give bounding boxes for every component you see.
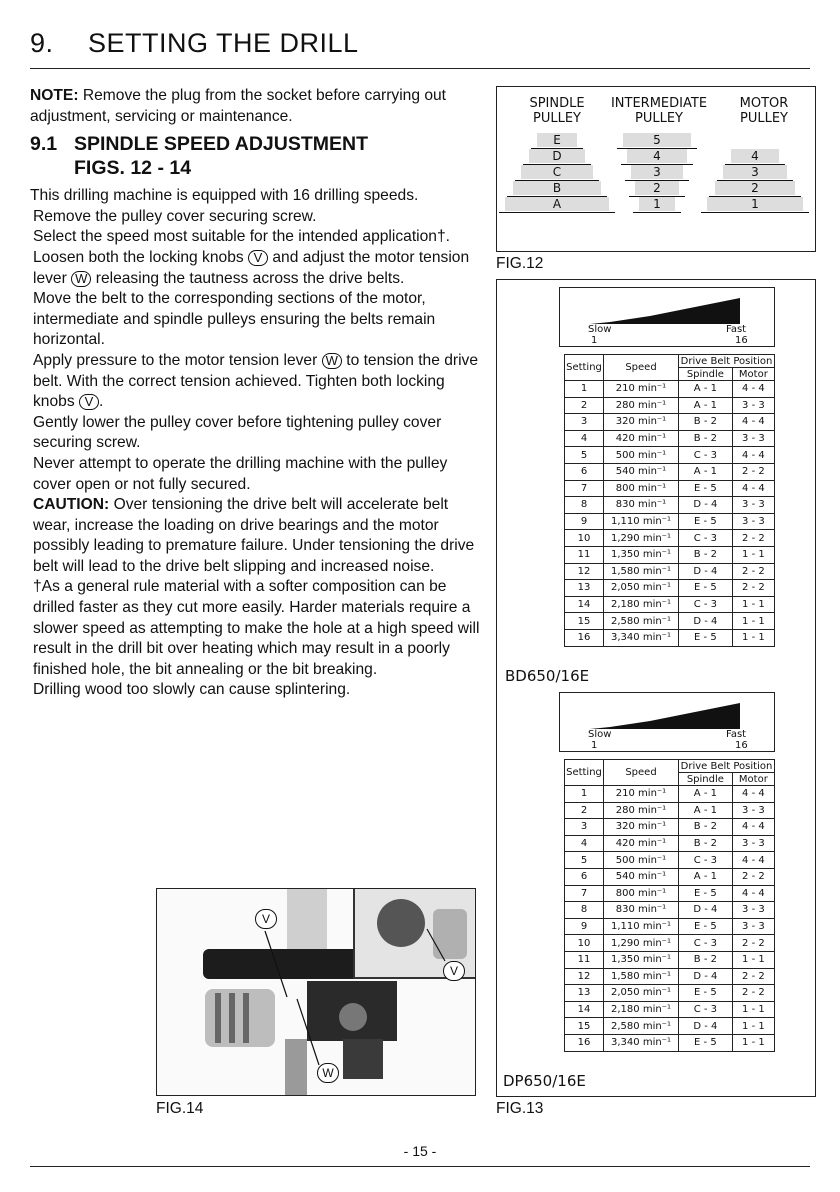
- speed-cell: 2,180 min⁻¹: [604, 1001, 679, 1018]
- paragraph-6-b: to tension the drive belt. With the correct tension achieved. Tighten both locking knobs: [33, 351, 479, 411]
- drill-press-illustration: [157, 889, 475, 1095]
- setting-cell: 14: [565, 596, 604, 613]
- motor-cell: 4 - 4: [732, 885, 774, 902]
- dp-head-speed: Speed: [604, 760, 679, 786]
- bd-speed-table: [564, 354, 775, 647]
- note-paragraph: [30, 86, 480, 127]
- table-row: [565, 463, 775, 480]
- inter-heading-2: PULLEY: [635, 111, 683, 126]
- spindle-cell: D - 4: [679, 1018, 733, 1035]
- paragraph-4-b: and adjust the motor tension lever: [33, 248, 470, 287]
- motor-cell: 2 - 2: [732, 868, 774, 885]
- speed-cell: 1,580 min⁻¹: [604, 968, 679, 985]
- setting-cell: 10: [565, 530, 604, 547]
- bd-fast-label: Fast 16: [726, 324, 748, 346]
- table-row: [565, 885, 775, 902]
- motor-step-4: 4: [731, 149, 779, 163]
- speed-cell: 280 min⁻¹: [604, 802, 679, 819]
- spindle-pulley-heading: [519, 96, 595, 126]
- speed-cell: 2,050 min⁻¹: [604, 580, 679, 597]
- spindle-cell: E - 5: [679, 629, 733, 646]
- table-row: [565, 629, 775, 646]
- motor-cell: 3 - 3: [732, 513, 774, 530]
- paragraph-3: Select the speed most suitable for the intended application†.: [33, 228, 450, 246]
- setting-cell: 6: [565, 463, 604, 480]
- fig14-inset-callout-v: V: [443, 961, 465, 981]
- fig14-callout-v: V: [255, 909, 277, 929]
- motor-cell: 1 - 1: [732, 1018, 774, 1035]
- table-row: [565, 546, 775, 563]
- spindle-cell: D - 4: [679, 613, 733, 630]
- dp-speed-table: [564, 759, 775, 1052]
- spindle-cell: E - 5: [679, 918, 733, 935]
- table-row: [565, 580, 775, 597]
- paragraph-4-a: Loosen both the locking knobs: [33, 248, 249, 266]
- spindle-step-a: A: [505, 197, 609, 211]
- spindle-cell: A - 1: [679, 381, 733, 398]
- table-row: [565, 819, 775, 836]
- spindle-cell: B - 2: [679, 546, 733, 563]
- spindle-cell: A - 1: [679, 868, 733, 885]
- speed-cell: 210 min⁻¹: [604, 381, 679, 398]
- note-text: Remove the plug from the socket before carrying out adjustment, servicing or maintenance.: [30, 87, 447, 125]
- setting-cell: 8: [565, 497, 604, 514]
- motor-cell: 2 - 2: [732, 463, 774, 480]
- dp-fast-label: Fast 16: [726, 729, 748, 751]
- speed-cell: 500 min⁻¹: [604, 447, 679, 464]
- note-label: NOTE:: [30, 87, 79, 104]
- spindle-cell: C - 3: [679, 530, 733, 547]
- paragraph-1: This drilling machine is equipped with 16 drilling speeds.: [30, 187, 419, 205]
- spindle-cell: C - 3: [679, 852, 733, 869]
- motor-cell: 1 - 1: [732, 1034, 774, 1051]
- setting-cell: 10: [565, 935, 604, 952]
- spindle-cell: C - 3: [679, 1001, 733, 1018]
- table-row: [565, 513, 775, 530]
- table-row: [565, 1034, 775, 1051]
- setting-cell: 16: [565, 1034, 604, 1051]
- fig12-label: FIG.12: [496, 255, 544, 272]
- dp-table-body: [565, 786, 775, 1052]
- setting-cell: 2: [565, 802, 604, 819]
- motor-heading-1: MOTOR: [739, 96, 789, 111]
- bd-speed-graph: [559, 287, 775, 347]
- inter-step-2: 2: [635, 181, 679, 195]
- bd-head-speed: Speed: [604, 355, 679, 381]
- subsection-number: 9.1: [30, 133, 58, 156]
- speed-cell: 210 min⁻¹: [604, 786, 679, 803]
- spindle-heading-1: SPINDLE: [529, 96, 585, 111]
- fig14-label: FIG.14: [156, 1100, 204, 1117]
- spindle-step-d: D: [529, 149, 585, 163]
- subsection-heading: [30, 132, 480, 180]
- motor-cell: 4 - 4: [732, 480, 774, 497]
- motor-cell: 1 - 1: [732, 546, 774, 563]
- table-row: [565, 968, 775, 985]
- spindle-step-e: E: [537, 133, 577, 147]
- spindle-step-c: C: [521, 165, 593, 179]
- dp-slow-label: Slow 1: [588, 729, 612, 751]
- table-row: [565, 414, 775, 431]
- paragraph-4-c: releasing the tautness across the drive belts.: [91, 269, 405, 287]
- spindle-cell: E - 5: [679, 480, 733, 497]
- dp-head-setting: Setting: [565, 760, 604, 786]
- callout-w-inline: W: [71, 271, 91, 287]
- setting-cell: 8: [565, 902, 604, 919]
- table-row: [565, 786, 775, 803]
- setting-cell: 4: [565, 430, 604, 447]
- motor-cell: 2 - 2: [732, 985, 774, 1002]
- table-row: [565, 918, 775, 935]
- spindle-cell: C - 3: [679, 596, 733, 613]
- motor-step-2: 2: [715, 181, 795, 195]
- setting-cell: 7: [565, 480, 604, 497]
- caution-text: Over tensioning the drive belt will accelerate belt wear, increase the loading on drive bearings and the motor possibly leading to premature failure. Under tensioning the drive belt will lead to the drive belt slipping and increased noise.: [33, 496, 475, 575]
- motor-cell: 2 - 2: [732, 530, 774, 547]
- callout-v-inline: V: [248, 250, 268, 266]
- motor-cell: 1 - 1: [732, 951, 774, 968]
- motor-cell: 3 - 3: [732, 835, 774, 852]
- setting-cell: 12: [565, 968, 604, 985]
- inter-step-1: 1: [639, 197, 675, 211]
- header-rule: [30, 68, 810, 69]
- speed-cell: 830 min⁻¹: [604, 497, 679, 514]
- setting-cell: 3: [565, 414, 604, 431]
- speed-cell: 320 min⁻¹: [604, 414, 679, 431]
- spindle-cell: E - 5: [679, 885, 733, 902]
- section-number: 9.: [30, 28, 54, 58]
- setting-cell: 16: [565, 629, 604, 646]
- speed-cell: 800 min⁻¹: [604, 480, 679, 497]
- motor-cell: 3 - 3: [732, 902, 774, 919]
- fig14-photo: [156, 888, 476, 1096]
- bd-slow-label: Slow 1: [588, 324, 612, 346]
- motor-cell: 3 - 3: [732, 802, 774, 819]
- speed-cell: 1,290 min⁻¹: [604, 530, 679, 547]
- setting-cell: 13: [565, 985, 604, 1002]
- speed-cell: 2,580 min⁻¹: [604, 613, 679, 630]
- spindle-cell: E - 5: [679, 985, 733, 1002]
- speed-cell: 280 min⁻¹: [604, 397, 679, 414]
- table-row: [565, 447, 775, 464]
- speed-cell: 1,350 min⁻¹: [604, 546, 679, 563]
- spindle-cell: E - 5: [679, 513, 733, 530]
- motor-cell: 3 - 3: [732, 397, 774, 414]
- spindle-cell: D - 4: [679, 968, 733, 985]
- motor-cell: 2 - 2: [732, 563, 774, 580]
- spindle-cell: D - 4: [679, 497, 733, 514]
- table-row: [565, 613, 775, 630]
- inter-step-3: 3: [631, 165, 683, 179]
- setting-cell: 15: [565, 1018, 604, 1035]
- footer-rule: [30, 1166, 810, 1167]
- table-row: [565, 430, 775, 447]
- dp-head-spindle: Spindle: [679, 773, 733, 786]
- speed-cell: 320 min⁻¹: [604, 819, 679, 836]
- table-row: [565, 835, 775, 852]
- instructions-column: [30, 86, 480, 701]
- motor-cell: 2 - 2: [732, 968, 774, 985]
- speed-cell: 1,110 min⁻¹: [604, 513, 679, 530]
- motor-cell: 1 - 1: [732, 629, 774, 646]
- caution-label: CAUTION:: [33, 496, 110, 514]
- dp-speed-ramp-icon: [590, 701, 740, 729]
- paragraph-7: Gently lower the pulley cover before tightening pulley cover securing screw.: [33, 413, 442, 452]
- section-title-text: SETTING THE DRILL: [88, 28, 359, 58]
- spindle-cell: B - 2: [679, 835, 733, 852]
- spindle-cell: D - 4: [679, 563, 733, 580]
- setting-cell: 5: [565, 852, 604, 869]
- paragraph-6: [30, 351, 480, 413]
- subsection-figs: FIGS. 12 - 14: [74, 157, 192, 180]
- motor-cell: 4 - 4: [732, 852, 774, 869]
- spindle-cell: A - 1: [679, 397, 733, 414]
- speed-cell: 1,580 min⁻¹: [604, 563, 679, 580]
- table-row: [565, 802, 775, 819]
- setting-cell: 4: [565, 835, 604, 852]
- spindle-cell: A - 1: [679, 802, 733, 819]
- spindle-cell: E - 5: [679, 1034, 733, 1051]
- spindle-cell: D - 4: [679, 902, 733, 919]
- paragraph-6-c: .: [98, 393, 104, 411]
- setting-cell: 2: [565, 397, 604, 414]
- table-row: [565, 497, 775, 514]
- dp-speed-graph: [559, 692, 775, 752]
- spindle-cell: B - 2: [679, 430, 733, 447]
- table-row: [565, 985, 775, 1002]
- setting-cell: 1: [565, 381, 604, 398]
- motor-cell: 4 - 4: [732, 447, 774, 464]
- paragraph-5: Move the belt to the corresponding sections of the motor, intermediate and spindle pulleys ensuring the belts remain horizontal.: [33, 290, 436, 349]
- speed-cell: 420 min⁻¹: [604, 430, 679, 447]
- setting-cell: 11: [565, 546, 604, 563]
- dp-model-label: DP650/16E: [503, 1072, 586, 1090]
- motor-step-3: 3: [723, 165, 787, 179]
- spindle-cell: E - 5: [679, 580, 733, 597]
- bd-table-body: [565, 381, 775, 647]
- setting-cell: 3: [565, 819, 604, 836]
- speed-cell: 2,580 min⁻¹: [604, 1018, 679, 1035]
- spindle-cell: B - 2: [679, 951, 733, 968]
- paragraph-6-a: Apply pressure to the motor tension lever: [33, 351, 322, 369]
- inter-step-5: 5: [623, 133, 691, 147]
- table-row: [565, 951, 775, 968]
- callout-v-inline-2: V: [79, 394, 99, 410]
- setting-cell: 9: [565, 918, 604, 935]
- speed-cell: 1,350 min⁻¹: [604, 951, 679, 968]
- callout-w-inline-2: W: [322, 353, 342, 369]
- table-row: [565, 868, 775, 885]
- table-row: [565, 596, 775, 613]
- footnote-paragraph: †As a general rule material with a softer composition can be drilled faster as they cut more easily. Harder materials require a slower speed as attempting to make the hole at a high speed will result in the drill bit over heating which may result in a poorly finished hole, the bit annealing or the bit breaking.: [33, 578, 480, 678]
- spindle-cell: A - 1: [679, 463, 733, 480]
- fig12-pulley-diagram: [496, 86, 816, 252]
- motor-cell: 4 - 4: [732, 414, 774, 431]
- speed-cell: 500 min⁻¹: [604, 852, 679, 869]
- motor-cell: 4 - 4: [732, 786, 774, 803]
- table-row: [565, 902, 775, 919]
- speed-cell: 1,110 min⁻¹: [604, 918, 679, 935]
- paragraph-2: Remove the pulley cover securing screw.: [33, 207, 317, 225]
- spindle-cell: C - 3: [679, 935, 733, 952]
- table-row: [565, 852, 775, 869]
- dp-head-dbp: Drive Belt Position: [679, 760, 775, 773]
- bd-head-spindle: Spindle: [679, 368, 733, 381]
- speed-cell: 3,340 min⁻¹: [604, 629, 679, 646]
- subsection-title: SPINDLE SPEED ADJUSTMENT: [74, 133, 368, 156]
- bd-speed-ramp-icon: [590, 296, 740, 324]
- setting-cell: 1: [565, 786, 604, 803]
- inter-heading-1: INTERMEDIATE: [610, 96, 708, 111]
- motor-step-1: 1: [707, 197, 803, 211]
- setting-cell: 11: [565, 951, 604, 968]
- setting-cell: 14: [565, 1001, 604, 1018]
- motor-cell: 2 - 2: [732, 580, 774, 597]
- spindle-step-b: B: [513, 181, 601, 195]
- fig13-label: FIG.13: [496, 1100, 544, 1117]
- table-row: [565, 1001, 775, 1018]
- speed-cell: 800 min⁻¹: [604, 885, 679, 902]
- spindle-cell: B - 2: [679, 414, 733, 431]
- setting-cell: 13: [565, 580, 604, 597]
- bd-head-setting: Setting: [565, 355, 604, 381]
- caution-paragraph: [30, 495, 480, 577]
- table-row: [565, 1018, 775, 1035]
- intermediate-pulley-heading: [599, 96, 719, 126]
- motor-cell: 3 - 3: [732, 430, 774, 447]
- bd-model-label: BD650/16E: [505, 667, 590, 685]
- motor-heading-2: PULLEY: [740, 111, 788, 126]
- motor-cell: 2 - 2: [732, 935, 774, 952]
- paragraph-4: [30, 248, 480, 289]
- speed-cell: 540 min⁻¹: [604, 868, 679, 885]
- setting-cell: 5: [565, 447, 604, 464]
- motor-cell: 4 - 4: [732, 381, 774, 398]
- spindle-cell: C - 3: [679, 447, 733, 464]
- table-row: [565, 935, 775, 952]
- speed-cell: 2,050 min⁻¹: [604, 985, 679, 1002]
- speed-cell: 420 min⁻¹: [604, 835, 679, 852]
- setting-cell: 12: [565, 563, 604, 580]
- motor-cell: 1 - 1: [732, 596, 774, 613]
- page-number: - 15 -: [403, 1143, 437, 1159]
- motor-pulley-heading: [719, 96, 809, 126]
- spindle-cell: B - 2: [679, 819, 733, 836]
- motor-cell: 3 - 3: [732, 918, 774, 935]
- table-row: [565, 530, 775, 547]
- setting-cell: 6: [565, 868, 604, 885]
- section-title: [30, 28, 359, 59]
- paragraph-9: Drilling wood too slowly can cause splintering.: [33, 681, 351, 699]
- spindle-heading-2: PULLEY: [533, 111, 581, 126]
- speed-cell: 1,290 min⁻¹: [604, 935, 679, 952]
- table-row: [565, 397, 775, 414]
- motor-cell: 1 - 1: [732, 1001, 774, 1018]
- dp-head-motor: Motor: [732, 773, 774, 786]
- fig13-speed-tables: [496, 279, 816, 1097]
- paragraph-8: Never attempt to operate the drilling machine with the pulley cover open or not fully secured.: [33, 454, 448, 493]
- speed-cell: 540 min⁻¹: [604, 463, 679, 480]
- setting-cell: 9: [565, 513, 604, 530]
- motor-cell: 3 - 3: [732, 497, 774, 514]
- speed-cell: 830 min⁻¹: [604, 902, 679, 919]
- motor-cell: 4 - 4: [732, 819, 774, 836]
- table-row: [565, 381, 775, 398]
- speed-cell: 2,180 min⁻¹: [604, 596, 679, 613]
- motor-cell: 1 - 1: [732, 613, 774, 630]
- fig14-callout-w: W: [317, 1063, 339, 1083]
- table-row: [565, 563, 775, 580]
- setting-cell: 7: [565, 885, 604, 902]
- bd-head-dbp: Drive Belt Position: [679, 355, 775, 368]
- spindle-cell: A - 1: [679, 786, 733, 803]
- table-row: [565, 480, 775, 497]
- bd-head-motor: Motor: [732, 368, 774, 381]
- speed-cell: 3,340 min⁻¹: [604, 1034, 679, 1051]
- inter-step-4: 4: [627, 149, 687, 163]
- setting-cell: 15: [565, 613, 604, 630]
